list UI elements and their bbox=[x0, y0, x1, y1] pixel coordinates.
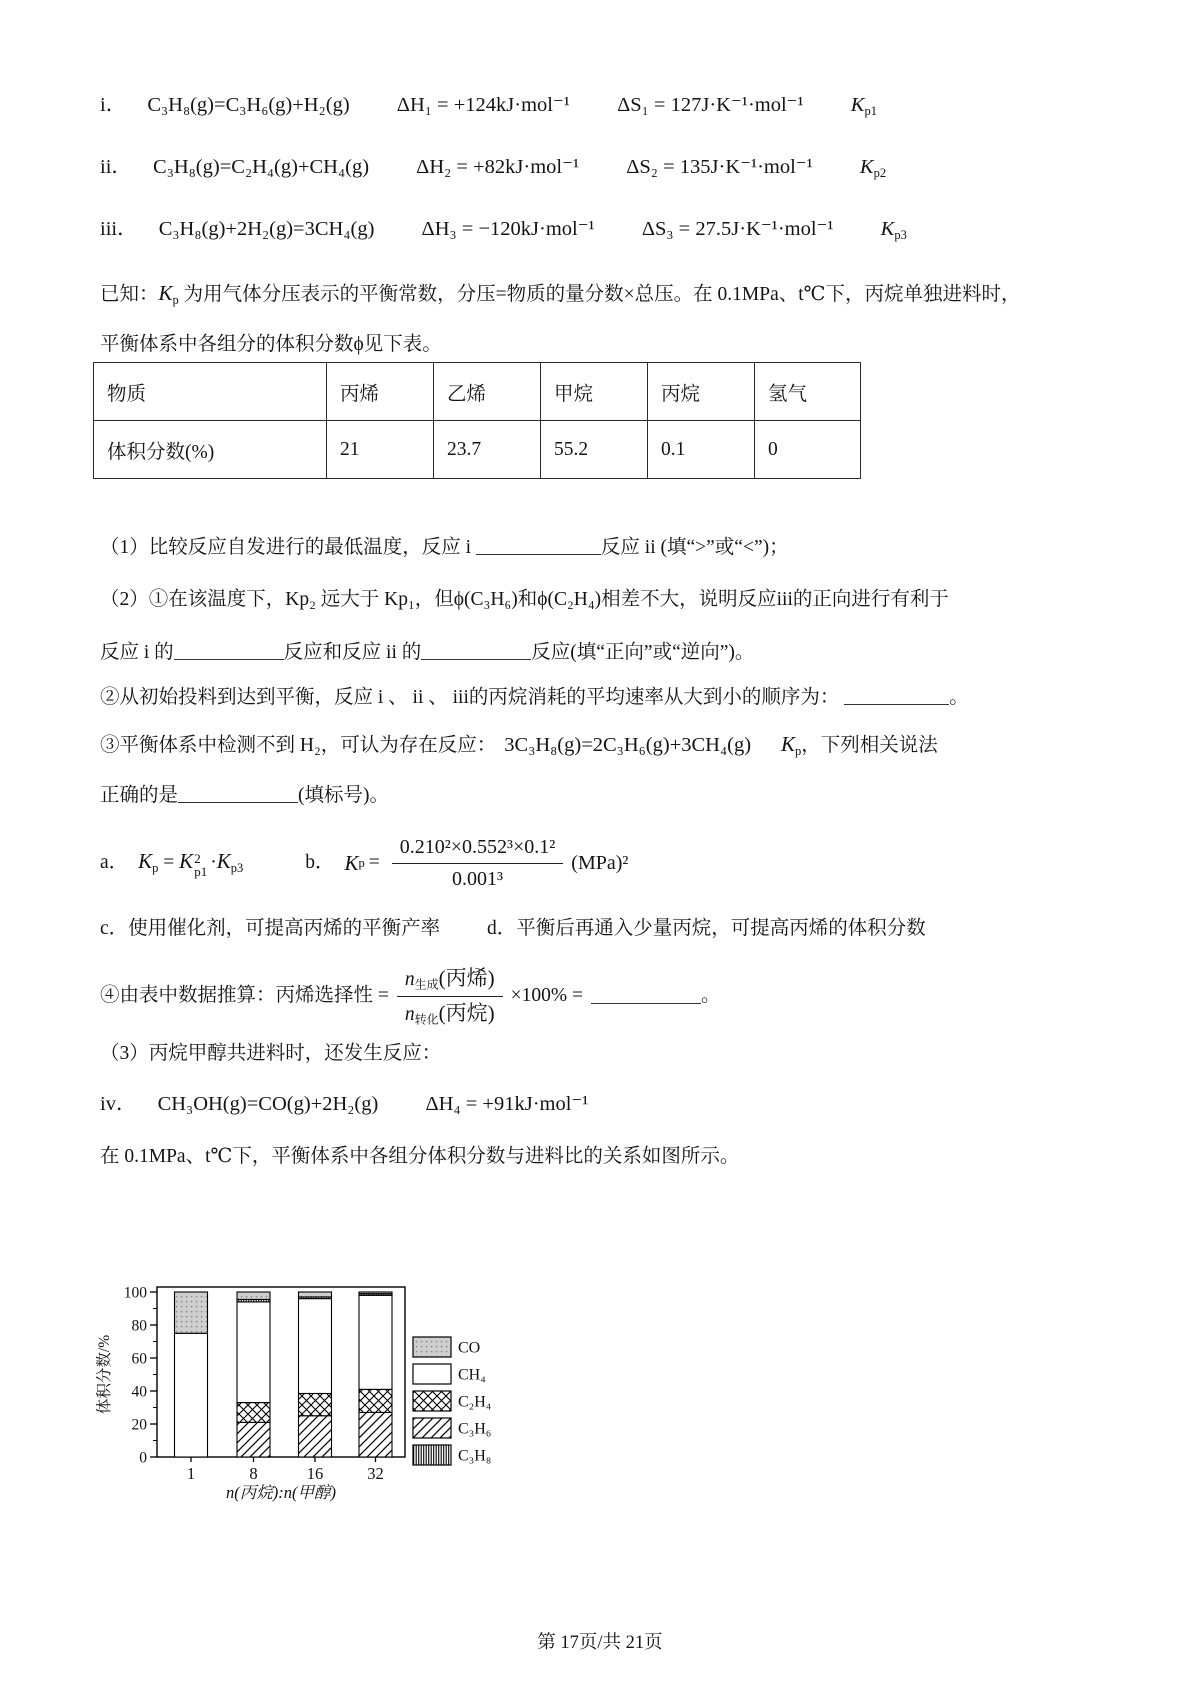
table-cell: 0 bbox=[755, 421, 861, 479]
option-c: c．使用催化剂，可提高丙烯的平衡产率 bbox=[100, 918, 441, 939]
question-3-after: 在 0.1MPa、t℃下，平衡体系中各组分体积分数与进料比的关系如图所示。 bbox=[100, 1146, 740, 1167]
question-1: （1）比较反应自发进行的最低温度，反应 i 反应 ii (填“>”或“<”)； bbox=[100, 537, 789, 558]
question-2-1b: 反应 i 的 反应和反应 ii 的 反应(填“正向”或“逆向”)。 bbox=[100, 642, 755, 663]
kp-symbol: $K_{p1}$ bbox=[850, 94, 877, 118]
svg-text:80: 80 bbox=[131, 1317, 147, 1335]
question-2-3: ③平衡体系中检测不到 H₂，可认为存在反应： 3C₃H₈(g)=2C₃H₆(g)+3CH₄(g) $K_p$，下列相关说法 bbox=[100, 732, 938, 758]
table-cell: 23.7 bbox=[434, 421, 541, 479]
answer-blank bbox=[178, 787, 298, 803]
page-number: 第 17页/共 21页 bbox=[537, 1633, 663, 1653]
volume-fraction-chart bbox=[95, 1270, 525, 1520]
selectivity-fraction: $\frac{n_{生成}(丙烯)}{n_{转化}(丙烷)}$ bbox=[397, 965, 503, 1027]
table-header-cell: 氢气 bbox=[755, 363, 861, 421]
table-header-cell: 乙烯 bbox=[434, 363, 541, 421]
entropy-value: ΔS₁ = 127J·K⁻¹·mol⁻¹ bbox=[617, 94, 804, 116]
reaction-line-i bbox=[100, 93, 877, 119]
options-ab bbox=[100, 832, 628, 894]
table-cell: 21 bbox=[327, 421, 434, 479]
enthalpy-value: ΔH₄ = +91kJ·mol⁻¹ bbox=[425, 1093, 589, 1115]
table-cell: 0.1 bbox=[648, 421, 755, 479]
entropy-value: ΔS₃ = 27.5J·K⁻¹·mol⁻¹ bbox=[641, 218, 834, 240]
table-header-cell: 丙烷 bbox=[648, 363, 755, 421]
svg-text:100: 100 bbox=[123, 1284, 147, 1302]
svg-text:CO: CO bbox=[458, 1339, 481, 1357]
kp-symbol: $K_p$ bbox=[781, 732, 802, 758]
svg-text:32: 32 bbox=[367, 1464, 384, 1483]
page-footer bbox=[0, 1632, 1200, 1655]
svg-text:8: 8 bbox=[249, 1464, 258, 1483]
reaction-equation: 3C₃H₈(g)=2C₃H₆(g)+3CH₄(g) bbox=[504, 734, 752, 756]
svg-text:CH₄: CH₄ bbox=[458, 1366, 486, 1384]
option-b: b． K p = $\frac{\text{0.210²×0.552³×0.1²}}{\text{0.001³}}$ (MPa)² bbox=[305, 835, 629, 890]
reaction-line-iii bbox=[100, 217, 907, 243]
question-2-2: ②从初始投料到达到平衡，反应 i 、 ii 、 iii的丙烷消耗的平均速率从大到小的顺序为： 。 bbox=[100, 687, 969, 708]
enthalpy-value: ΔH₃ = −120kJ·mol⁻¹ bbox=[421, 218, 595, 240]
volume-fraction-table bbox=[93, 362, 861, 479]
fraction: $\frac{\text{0.210²×0.552³×0.1²}}{\text{0.001³}}$ bbox=[392, 835, 564, 892]
reaction-label: iv． bbox=[100, 1093, 137, 1115]
svg-text:40: 40 bbox=[131, 1383, 147, 1401]
svg-text:1: 1 bbox=[186, 1464, 196, 1483]
kp-symbol: K bbox=[158, 281, 173, 305]
option-a: a． $K_p = K$ 2 p1 $\cdot K_{p3}$ bbox=[100, 849, 244, 879]
svg-text:20: 20 bbox=[131, 1416, 147, 1434]
question-3-intro: （3）丙烷甲醇共进料时，还发生反应： bbox=[100, 1043, 442, 1064]
svg-text:C₃H₈: C₃H₈ bbox=[458, 1447, 492, 1465]
answer-blank bbox=[844, 689, 949, 705]
table-header-row bbox=[94, 363, 861, 421]
question-2-1a: （2）①在该温度下，Kp₂ 远大于 Kp₁，但ϕ(C₃H₆)和ϕ(C₂H₄)相差不大，说明反应iii的正向进行有利于 bbox=[100, 589, 949, 610]
svg-text:C₂H₄: C₂H₄ bbox=[458, 1393, 492, 1411]
sup-sub-stack: 2 p1 bbox=[194, 850, 208, 879]
table-header-cell: 丙烯 bbox=[327, 363, 434, 421]
svg-text:体积分数/%: 体积分数/% bbox=[96, 1334, 113, 1415]
kp-symbol: $K_{p3}$ bbox=[880, 218, 907, 242]
reaction-equation: C₃H₈(g)=C₂H₄(g)+CH₄(g) bbox=[153, 156, 370, 178]
table-cell: 55.2 bbox=[541, 421, 648, 479]
reaction-equation: CH₃OH(g)=CO(g)+2H₂(g) bbox=[157, 1093, 379, 1115]
reaction-line-iv bbox=[100, 1092, 630, 1118]
svg-text:60: 60 bbox=[131, 1350, 147, 1368]
table-row bbox=[94, 421, 861, 479]
svg-text:16: 16 bbox=[306, 1464, 324, 1483]
table-header-cell: 甲烷 bbox=[541, 363, 648, 421]
table-cell: 体积分数(%) bbox=[94, 421, 327, 479]
enthalpy-value: ΔH₁ = +124kJ·mol⁻¹ bbox=[396, 94, 570, 116]
reaction-equation: C₃H₈(g)+2H₂(g)=3CH₄(g) bbox=[158, 218, 375, 240]
question-2-4: ④由表中数据推算：丙烯选择性 = $\frac{n_{生成}(丙烯)}{n_{转化}(丙烷)}$ ×100% = 。 bbox=[100, 966, 721, 1027]
answer-blank bbox=[421, 644, 531, 660]
known-statement: 已知：$K_p$ 为用气体分压表示的平衡常数，分压=物质的量分数×总压。在 0.1MPa、t℃下，丙烷单独进料时， bbox=[100, 281, 1021, 307]
reaction-label: i． bbox=[100, 94, 127, 116]
table-header-cell: 物质 bbox=[94, 363, 327, 421]
options-cd bbox=[100, 917, 926, 941]
entropy-value: ΔS₂ = 135J·K⁻¹·mol⁻¹ bbox=[626, 156, 813, 178]
reaction-label: ii． bbox=[100, 156, 132, 178]
reaction-line-ii bbox=[100, 155, 886, 181]
svg-text:C₃H₆: C₃H₆ bbox=[458, 1420, 492, 1438]
option-d: d．平衡后再通入少量丙烷，可提高丙烯的体积分数 bbox=[487, 918, 926, 939]
answer-blank bbox=[174, 644, 284, 660]
answer-blank bbox=[476, 539, 601, 555]
kp-symbol: $K_{p2}$ bbox=[859, 156, 887, 180]
svg-text:0: 0 bbox=[139, 1449, 147, 1467]
known-statement-2: 平衡体系中各组分的体积分数ϕ见下表。 bbox=[100, 334, 442, 355]
reaction-label: iii． bbox=[100, 218, 138, 240]
enthalpy-value: ΔH₂ = +82kJ·mol⁻¹ bbox=[416, 156, 580, 178]
answer-blank bbox=[591, 988, 701, 1004]
svg-text:n(丙烷):n(甲醇): n(丙烷):n(甲醇) bbox=[226, 1483, 336, 1502]
question-2-3b: 正确的是 (填标号)。 bbox=[100, 785, 390, 806]
reaction-equation: C₃H₈(g)=C₃H₆(g)+H₂(g) bbox=[147, 94, 350, 116]
